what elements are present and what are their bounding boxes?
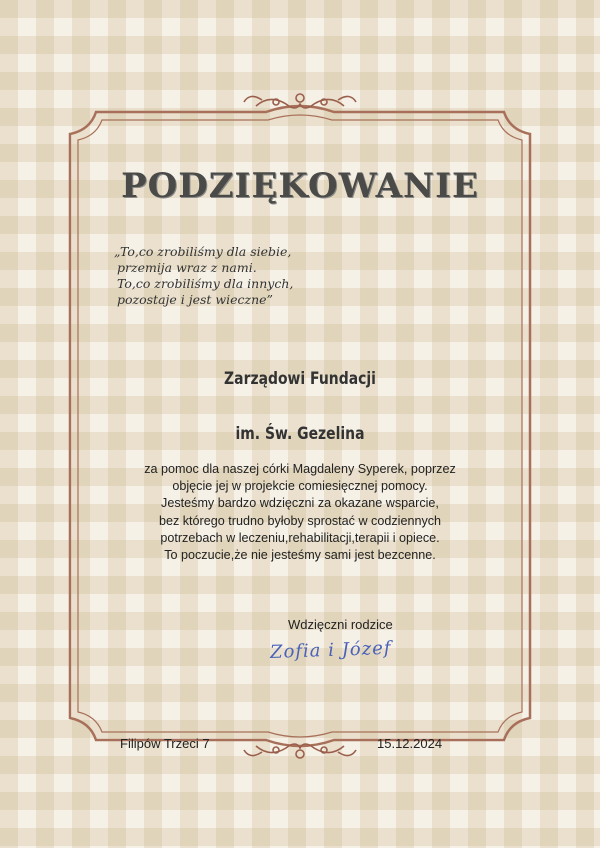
- quote-line: To,co zrobiliśmy dla innych,: [117, 276, 294, 291]
- message-line: Jesteśmy bardzo wdzięczni za okazane wsparcie,: [161, 496, 439, 511]
- quote-line: przemija wraz z nami.: [117, 260, 257, 275]
- message-line: objęcie jej w projekcie comiesięcznej pomocy.: [172, 479, 428, 494]
- recipient-line: Zarządowi Fundacji: [224, 369, 376, 389]
- message-line: To poczucie,że nie jesteśmy sami jest bezcenne.: [164, 548, 436, 563]
- place: Filipów Trzeci 7: [120, 736, 210, 751]
- message-line: bez którego trudno byłoby sprostać w codziennych: [158, 513, 442, 528]
- message-line: potrzebach w leczeniu,rehabilitacji,terapii i opiece.: [160, 530, 440, 545]
- handwritten-signature: Zofia i Józef: [269, 637, 392, 663]
- message-line: za pomoc dla naszej córki Magdaleny Syperek, poprzez: [144, 462, 456, 476]
- document-title: PODZIĘKOWANIE: [121, 166, 479, 206]
- thanks-message: [110, 461, 490, 564]
- quote-line: „To,co zrobiliśmy dla siebie,: [114, 244, 292, 259]
- motto-quote: [114, 244, 374, 308]
- thanks-label: Wdzięczni rodzice: [288, 617, 393, 632]
- date: 15.12.2024: [377, 736, 443, 751]
- recipient-line: im. Św. Gezelina: [235, 424, 365, 444]
- quote-line: pozostaje i jest wieczne”: [117, 292, 273, 307]
